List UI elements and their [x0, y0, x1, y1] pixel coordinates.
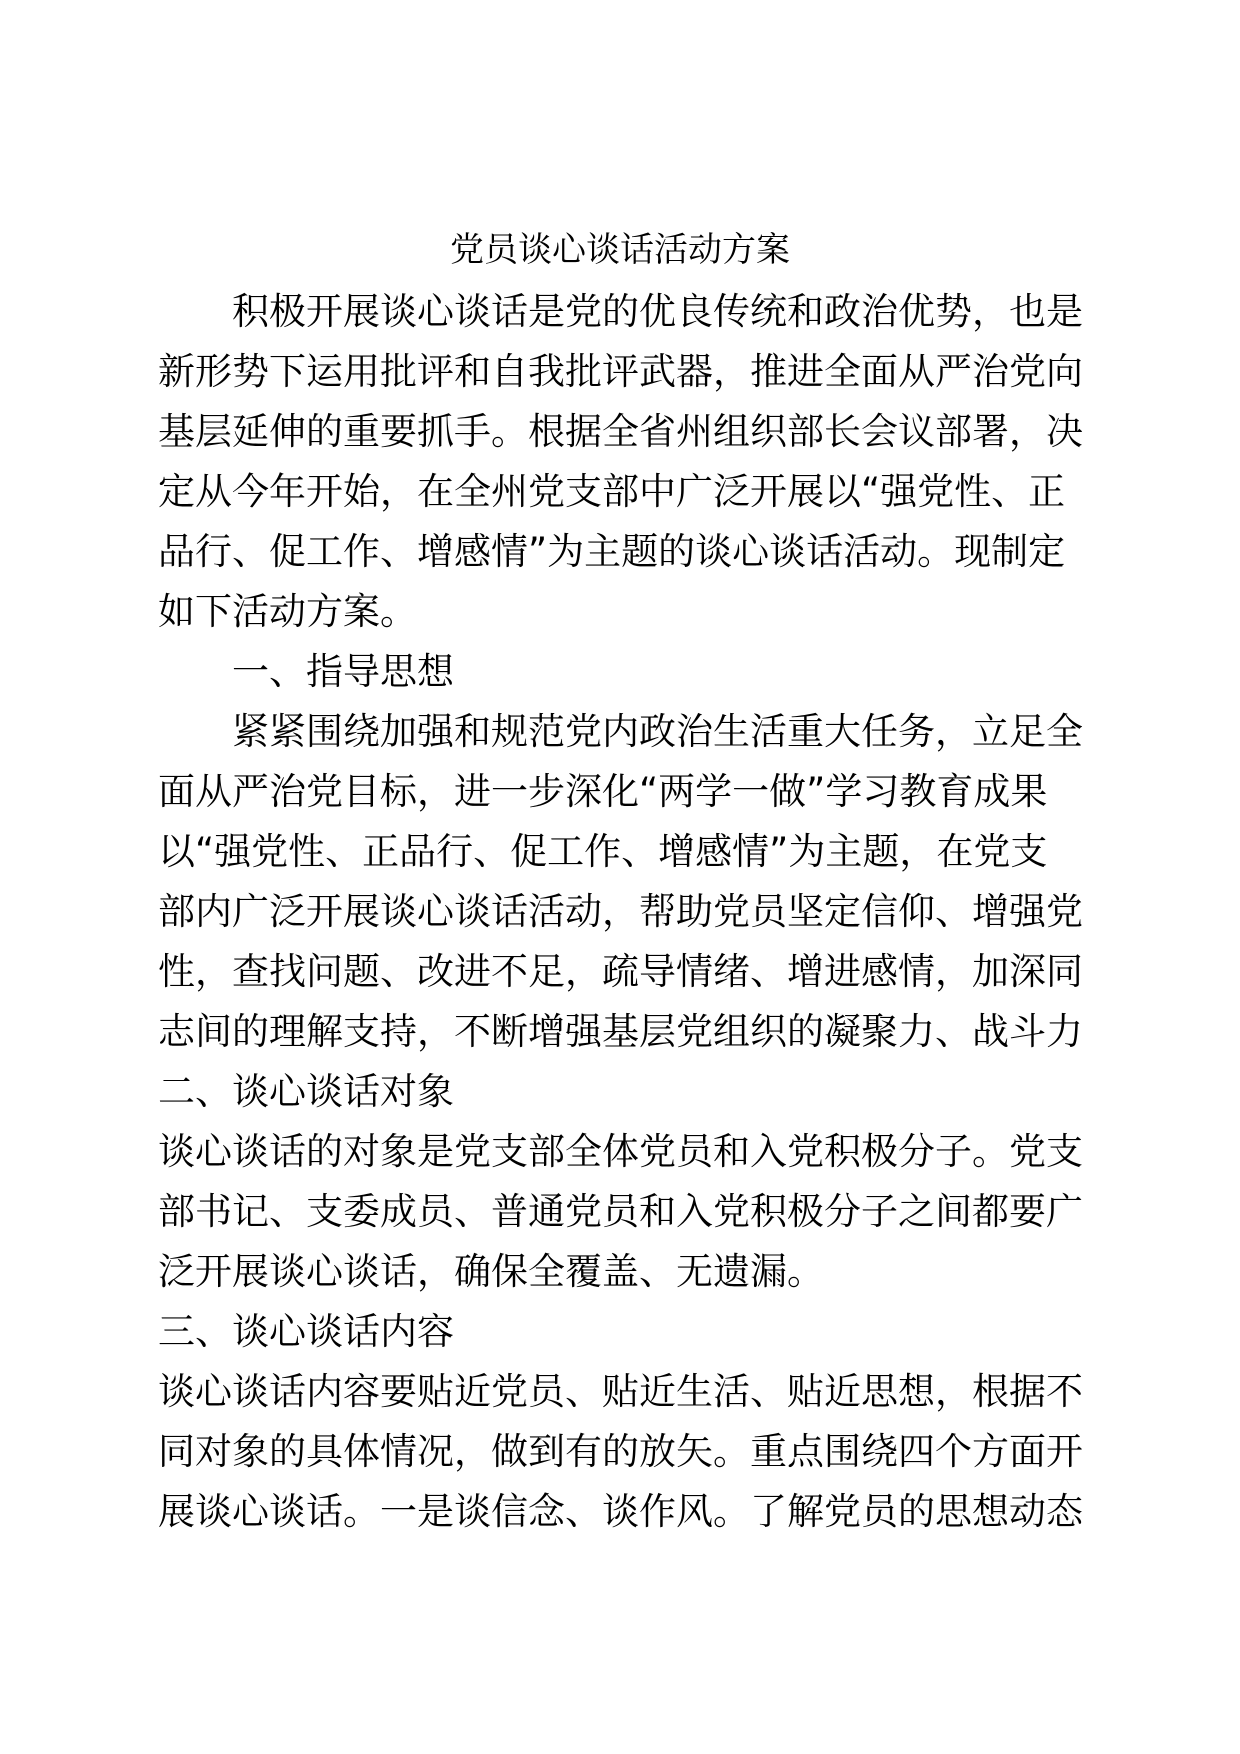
text-line: 如下活动方案。 [158, 590, 417, 633]
text-line: 定从今年开始，在全州党支部中广泛开展以“强党性、正 [158, 470, 1066, 513]
text-line: 面从严治党目标，进一步深化“两学一做”学习教育成果 [158, 770, 1048, 813]
text-line: 部内广泛开展谈心谈话活动，帮助党员坚定信仰、增强党 [158, 890, 1083, 933]
text-line: 泛开展谈心谈话，确保全覆盖、无遗漏。 [158, 1250, 824, 1293]
text-line: 三、谈心谈话内容 [158, 1310, 454, 1353]
text-line: 积极开展谈心谈话是党的优良传统和政治优势，也是 [232, 290, 1083, 333]
text-line: 基层延伸的重要抓手。根据全省州组织部长会议部署，决 [158, 410, 1083, 453]
text-line: 紧紧围绕加强和规范党内政治生活重大任务，立足全 [232, 710, 1083, 753]
text-line: 展谈心谈话。一是谈信念、谈作风。了解党员的思想动态 [158, 1490, 1083, 1533]
text-line: 同对象的具体情况，做到有的放矢。重点围绕四个方面开 [158, 1430, 1083, 1473]
text-line: 谈心谈话的对象是党支部全体党员和入党积极分子。党支 [158, 1130, 1083, 1173]
text-line: 一、指导思想 [232, 650, 454, 693]
text-line: 品行、促工作、增感情”为主题的谈心谈话活动。现制定 [158, 530, 1066, 573]
document-body [158, 282, 1098, 1542]
text-line: 以“强党性、正品行、促工作、增感情”为主题，在党支 [158, 830, 1048, 873]
document-title: 党员谈心谈话活动方案 [450, 230, 790, 270]
text-line: 二、谈心谈话对象 [158, 1070, 454, 1113]
text-line: 部书记、支委成员、普通党员和入党积极分子之间都要广 [158, 1190, 1083, 1233]
text-line: 性，查找问题、改进不足，疏导情绪、增进感情，加深同 [158, 950, 1083, 993]
text-line: 谈心谈话内容要贴近党员、贴近生活、贴近思想，根据不 [158, 1370, 1083, 1413]
text-line: 志间的理解支持，不断增强基层党组织的凝聚力、战斗力 [158, 1010, 1083, 1053]
text-line: 新形势下运用批评和自我批评武器，推进全面从严治党向 [158, 350, 1083, 393]
